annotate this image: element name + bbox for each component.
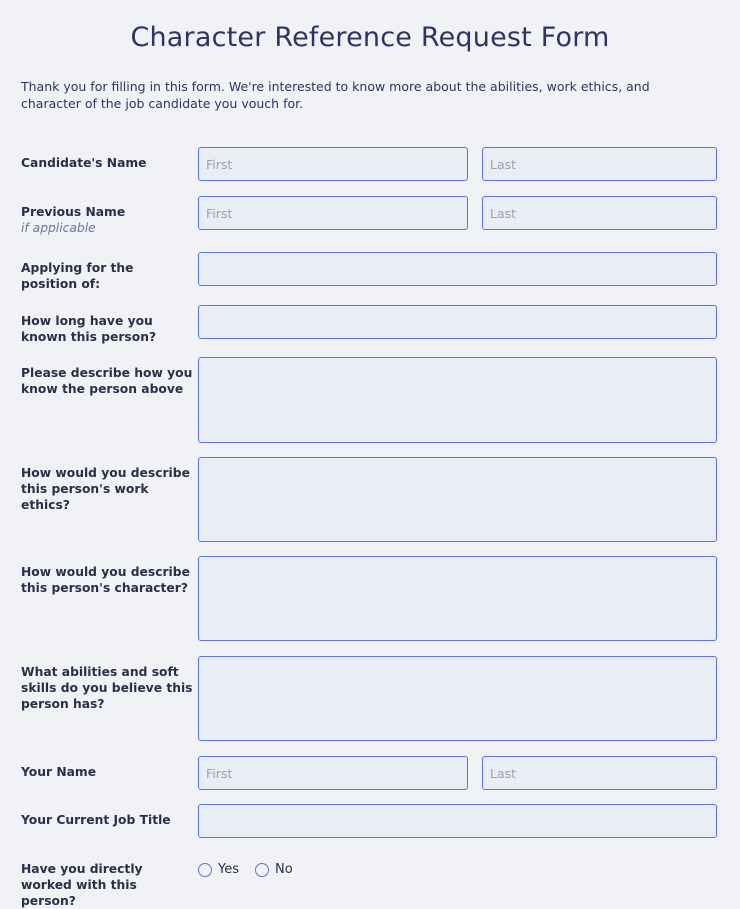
character-label: How would you describe this person's character? bbox=[21, 565, 190, 595]
previous-name-label bbox=[21, 204, 193, 236]
your-name-label: Your Name bbox=[21, 765, 97, 779]
worked-directly-radio-group bbox=[198, 862, 309, 877]
abilities-textarea[interactable] bbox=[198, 656, 717, 741]
previous-first-name-input[interactable] bbox=[198, 196, 468, 230]
your-first-name-input[interactable] bbox=[198, 756, 468, 790]
work-ethics-textarea[interactable] bbox=[198, 457, 717, 542]
previous-name-sublabel: if applicable bbox=[21, 221, 96, 235]
previous-name-label-text: Previous Name bbox=[21, 205, 126, 219]
character-textarea[interactable] bbox=[198, 556, 717, 641]
your-last-name-input[interactable] bbox=[482, 756, 717, 790]
form-intro: Thank you for filling in this form. We're interested to know more about the abilities, work ethics, and character of the job candidate you vouch for. bbox=[21, 79, 650, 111]
known-duration-input[interactable] bbox=[198, 305, 717, 339]
candidate-name-label: Candidate's Name bbox=[21, 156, 147, 170]
job-title-label: Your Current Job Title bbox=[21, 813, 171, 827]
position-input[interactable] bbox=[198, 252, 717, 286]
relationship-label: Please describe how you know the person above bbox=[21, 366, 193, 396]
previous-last-name-input[interactable] bbox=[482, 196, 717, 230]
job-title-input[interactable] bbox=[198, 804, 717, 838]
position-label: Applying for the position of: bbox=[21, 261, 134, 291]
worked-directly-label: Have you directly worked with this person? bbox=[21, 862, 143, 908]
known-duration-label: How long have you known this person? bbox=[21, 314, 157, 344]
worked-directly-yes-radio[interactable] bbox=[198, 862, 239, 877]
radio-circle-icon[interactable] bbox=[198, 863, 212, 877]
abilities-label: What abilities and soft skills do you believe this person has? bbox=[21, 665, 193, 711]
relationship-textarea[interactable] bbox=[198, 357, 717, 443]
no-option-label: No bbox=[275, 862, 293, 877]
candidate-first-name-input[interactable] bbox=[198, 147, 468, 181]
yes-option-label: Yes bbox=[218, 862, 239, 877]
worked-directly-no-radio[interactable] bbox=[255, 862, 293, 877]
page-title: Character Reference Request Form bbox=[130, 22, 610, 53]
candidate-last-name-input[interactable] bbox=[482, 147, 717, 181]
work-ethics-label: How would you describe this person's work ethics? bbox=[21, 466, 190, 512]
radio-circle-icon[interactable] bbox=[255, 863, 269, 877]
